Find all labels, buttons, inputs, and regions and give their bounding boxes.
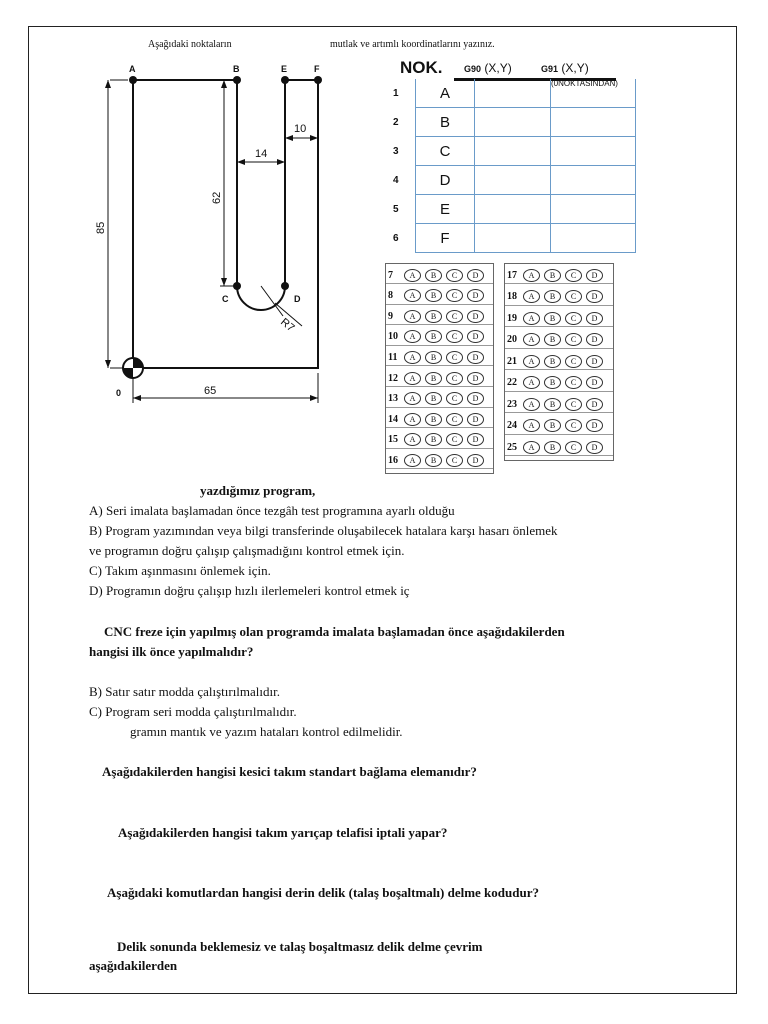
answer-key-number: 10: [388, 331, 398, 343]
answer-key-number: 23: [507, 398, 517, 410]
answer-key-number: 11: [388, 351, 398, 363]
answer-bubble-d[interactable]: D: [586, 269, 603, 282]
q1-stem: yazdığımız program,: [200, 483, 316, 498]
answer-bubble-c[interactable]: C: [446, 330, 463, 343]
instruction-text-part2: mutlak ve artımlı koordinatlarını yazınız.: [330, 39, 495, 50]
q6-stem-cont: aşağıdakilerden: [89, 958, 178, 973]
g90-answer-cell[interactable]: [475, 195, 551, 224]
col-header-g90: G90 (X,Y): [464, 61, 512, 75]
answer-bubble-a[interactable]: A: [523, 312, 540, 325]
answer-bubble-a[interactable]: A: [404, 310, 421, 323]
answer-bubble-c[interactable]: C: [565, 333, 582, 346]
answer-key-row: [505, 353, 613, 370]
row-number: 6: [393, 232, 399, 244]
answer-bubble-b[interactable]: B: [425, 413, 442, 426]
point-marker-e: [281, 76, 289, 84]
answer-bubble-a[interactable]: A: [404, 269, 421, 282]
g91-answer-cell[interactable]: [551, 166, 636, 195]
g91-answer-cell[interactable]: [551, 224, 636, 253]
q2-stem-cont: hangisi ilk önce yapılmalıdır?: [89, 644, 254, 659]
answer-key-row: [505, 267, 613, 284]
point-cell: B: [416, 108, 475, 137]
answer-key-number: 19: [507, 312, 517, 324]
answer-bubble-c[interactable]: C: [565, 441, 582, 454]
answer-key-number: 14: [388, 413, 398, 425]
label-e: E: [281, 64, 288, 74]
answer-bubble-d[interactable]: D: [467, 351, 484, 364]
g90-answer-cell[interactable]: [475, 108, 551, 137]
label-a: A: [129, 64, 136, 74]
answer-bubble-c[interactable]: C: [565, 269, 582, 282]
q6-stem: Delik sonunda beklemesiz ve talaş boşaltmasız delik delme çevrim: [117, 939, 483, 954]
g90-answer-cell[interactable]: [475, 137, 551, 166]
q1-option-b-cont[interactable]: ve programın doğru çalışıp çalışmadığını kontrol etmek için.: [89, 543, 405, 558]
g91-answer-cell[interactable]: [551, 108, 636, 137]
table-row: [393, 108, 636, 137]
table-row: [393, 137, 636, 166]
answer-bubble-a[interactable]: A: [404, 330, 421, 343]
answer-bubble-b[interactable]: B: [544, 269, 561, 282]
answer-key-right: [504, 263, 614, 461]
table-row: [393, 166, 636, 195]
answer-bubble-a[interactable]: A: [523, 290, 540, 303]
q5-stem: Aşağıdaki komutlardan hangisi derin delik (talaş boşaltmalı) delme kodudur?: [107, 885, 539, 900]
col-header-point: NOK.: [400, 58, 443, 77]
answer-bubble-a[interactable]: A: [404, 372, 421, 385]
answer-key-row: [386, 288, 493, 305]
row-number: 2: [393, 116, 399, 128]
answer-bubble-a[interactable]: A: [523, 269, 540, 282]
point-cell: A: [416, 79, 475, 108]
answer-bubble-c[interactable]: C: [446, 413, 463, 426]
label-origin: 0: [116, 388, 122, 398]
g91-answer-cell[interactable]: [551, 79, 636, 108]
answer-bubble-b[interactable]: B: [425, 433, 442, 446]
q2-option-d[interactable]: gramın mantık ve yazım hataları kontrol edilmelidir.: [130, 724, 403, 739]
answer-bubble-c[interactable]: C: [446, 310, 463, 323]
answer-key-number: 22: [507, 377, 517, 388]
answer-key-row: [386, 391, 493, 408]
dim-14: 14: [255, 148, 268, 160]
answer-key-row: [505, 375, 613, 392]
answer-key-number: 7: [388, 269, 393, 281]
answer-bubble-b[interactable]: B: [544, 376, 561, 389]
answer-bubble-d[interactable]: D: [467, 330, 484, 343]
answer-key-number: 20: [507, 334, 517, 345]
row-number: 3: [393, 145, 399, 157]
answer-bubble-a[interactable]: A: [523, 398, 540, 411]
answer-bubble-b[interactable]: B: [425, 330, 442, 343]
answer-key-number: 24: [507, 420, 517, 431]
point-marker-b: [233, 76, 241, 84]
answer-key-number: 18: [507, 291, 517, 302]
answer-bubble-d[interactable]: D: [586, 333, 603, 346]
point-marker-d: [281, 282, 289, 290]
answer-bubble-d[interactable]: D: [586, 312, 603, 325]
label-b: B: [233, 64, 240, 74]
answer-bubble-b[interactable]: B: [544, 419, 561, 432]
dim-62: 62: [211, 191, 223, 204]
answer-bubble-b[interactable]: B: [544, 290, 561, 303]
answer-bubble-d[interactable]: D: [467, 269, 484, 282]
answer-bubble-c[interactable]: C: [565, 376, 582, 389]
g91-note: (0NOKTASINDAN): [551, 79, 618, 88]
answer-bubble-d[interactable]: D: [586, 398, 603, 411]
answer-key-row: [386, 432, 493, 449]
answer-bubble-b[interactable]: B: [425, 372, 442, 385]
answer-bubble-c[interactable]: C: [446, 392, 463, 405]
col-header-g91: G91 (X,Y): [541, 61, 589, 75]
row-number: 4: [393, 174, 399, 186]
answer-bubble-a[interactable]: A: [523, 441, 540, 454]
answer-key-number: 25: [507, 441, 517, 453]
answer-bubble-d[interactable]: D: [586, 376, 603, 389]
answer-bubble-c[interactable]: C: [446, 351, 463, 364]
answer-bubble-a[interactable]: A: [404, 351, 421, 364]
answer-bubble-d[interactable]: D: [467, 372, 484, 385]
q2-option-b[interactable]: B) Satır satır modda çalıştırılmalıdır.: [89, 684, 280, 699]
answer-key-number: 13: [388, 393, 398, 405]
answer-bubble-a[interactable]: A: [523, 419, 540, 432]
q2-stem: CNC freze için yapılmış olan programda imalata başlamadan önce aşağıdakilerden: [104, 624, 565, 639]
answer-bubble-b[interactable]: B: [544, 398, 561, 411]
origin-symbol: [123, 358, 143, 378]
answer-key-row: [386, 452, 493, 469]
answer-bubble-a[interactable]: A: [404, 413, 421, 426]
answer-bubble-b[interactable]: B: [544, 355, 561, 368]
point-cell: C: [416, 137, 475, 166]
point-marker-c: [233, 282, 241, 290]
answer-bubble-b[interactable]: B: [544, 312, 561, 325]
answer-bubble-d[interactable]: D: [586, 419, 603, 432]
answer-key-row: [505, 396, 613, 413]
answer-key-row: [386, 308, 493, 325]
point-cell: E: [416, 195, 475, 224]
q1-option-d[interactable]: D) Programın doğru çalışıp hızlı ilerlemeleri kontrol etmek iç: [89, 583, 410, 598]
point-cell: F: [416, 224, 475, 253]
answer-bubble-c[interactable]: C: [446, 433, 463, 446]
answer-bubble-b[interactable]: B: [425, 310, 442, 323]
answer-bubble-a[interactable]: A: [404, 454, 421, 467]
answer-key-row: [386, 329, 493, 346]
answer-key-row: [505, 418, 613, 435]
dim-10: 10: [294, 123, 307, 135]
answer-bubble-d[interactable]: D: [586, 290, 603, 303]
answer-bubble-d[interactable]: D: [467, 454, 484, 467]
q1-option-b[interactable]: B) Program yazımından veya bilgi transferinde oluşabilecek hatalara karşı hasarı önlemek: [89, 523, 558, 538]
answer-bubble-d[interactable]: D: [467, 413, 484, 426]
answer-bubble-b[interactable]: B: [544, 333, 561, 346]
point-cell: D: [416, 166, 475, 195]
answer-key-number: 17: [507, 269, 517, 281]
g90-answer-cell[interactable]: [475, 166, 551, 195]
label-f: F: [314, 64, 320, 74]
answer-bubble-d[interactable]: D: [586, 355, 603, 368]
answer-bubble-d[interactable]: D: [586, 441, 603, 454]
row-number: 5: [393, 203, 399, 215]
answer-key-number: 12: [388, 372, 398, 384]
q1-option-c[interactable]: C) Takım aşınmasını önlemek için.: [89, 563, 271, 578]
answer-bubble-d[interactable]: D: [467, 433, 484, 446]
answer-key-number: 21: [507, 355, 517, 367]
answer-bubble-b[interactable]: B: [544, 441, 561, 454]
instruction-text-part1: Aşağıdaki noktaların: [148, 39, 232, 50]
answer-bubble-c[interactable]: C: [565, 419, 582, 432]
g91-answer-cell[interactable]: [551, 195, 636, 224]
q1-option-a[interactable]: A) Seri imalata başlamadan önce tezgâh test programına ayarlı olduğu: [89, 503, 455, 518]
point-marker-a: [129, 76, 137, 84]
answer-bubble-a[interactable]: A: [404, 289, 421, 302]
answer-key-number: 9: [388, 310, 393, 322]
answer-bubble-b[interactable]: B: [425, 454, 442, 467]
technical-drawing: [80, 58, 370, 418]
table-row: [393, 79, 636, 108]
label-c: C: [222, 294, 229, 304]
answer-key-row: [386, 411, 493, 428]
answer-key-row: [505, 289, 613, 306]
answer-key-left: [385, 263, 494, 474]
q2-option-c[interactable]: C) Program seri modda çalıştırılmalıdır.: [89, 704, 297, 719]
coord-table-header: [398, 58, 616, 80]
answer-bubble-a[interactable]: A: [523, 333, 540, 346]
answer-bubble-d[interactable]: D: [467, 289, 484, 302]
g91-answer-cell[interactable]: [551, 137, 636, 166]
answer-bubble-b[interactable]: B: [425, 351, 442, 364]
g90-answer-cell[interactable]: [475, 224, 551, 253]
answer-bubble-c[interactable]: C: [565, 398, 582, 411]
coord-table: [393, 79, 636, 253]
answer-bubble-d[interactable]: D: [467, 310, 484, 323]
answer-bubble-a[interactable]: A: [404, 392, 421, 405]
answer-bubble-c[interactable]: C: [446, 289, 463, 302]
label-d: D: [294, 294, 301, 304]
answer-key-row: [386, 370, 493, 387]
answer-bubble-d[interactable]: D: [467, 392, 484, 405]
dim-65: 65: [204, 385, 217, 397]
table-row: [393, 195, 636, 224]
answer-key-number: 16: [388, 454, 398, 466]
answer-bubble-c[interactable]: C: [446, 372, 463, 385]
answer-key-row: [386, 267, 493, 284]
answer-key-row: [505, 332, 613, 349]
point-marker-f: [314, 76, 322, 84]
answer-bubble-a[interactable]: A: [523, 376, 540, 389]
answer-bubble-a[interactable]: A: [523, 355, 540, 368]
answer-bubble-c[interactable]: C: [446, 269, 463, 282]
answer-bubble-c[interactable]: C: [565, 355, 582, 368]
answer-key-row: [505, 310, 613, 327]
answer-bubble-b[interactable]: B: [425, 289, 442, 302]
answer-bubble-c[interactable]: C: [565, 312, 582, 325]
answer-bubble-c[interactable]: C: [446, 454, 463, 467]
answer-bubble-a[interactable]: A: [404, 433, 421, 446]
answer-key-row: [386, 349, 493, 366]
dim-85: 85: [95, 221, 107, 234]
answer-key-number: 15: [388, 434, 398, 446]
answer-bubble-b[interactable]: B: [425, 392, 442, 405]
dim-radius: R7: [278, 316, 297, 335]
answer-key-number: 8: [388, 290, 393, 302]
answer-bubble-b[interactable]: B: [425, 269, 442, 282]
answer-bubble-c[interactable]: C: [565, 290, 582, 303]
answer-key-row: [505, 439, 613, 456]
q4-stem: Aşağıdakilerden hangisi takım yarıçap telafisi iptali yapar?: [118, 825, 448, 840]
g90-answer-cell[interactable]: [475, 79, 551, 108]
table-row: [393, 224, 636, 253]
q3-stem: Aşağıdakilerden hangisi kesici takım standart bağlama elemanıdır?: [102, 764, 477, 779]
row-number: 1: [393, 87, 399, 99]
